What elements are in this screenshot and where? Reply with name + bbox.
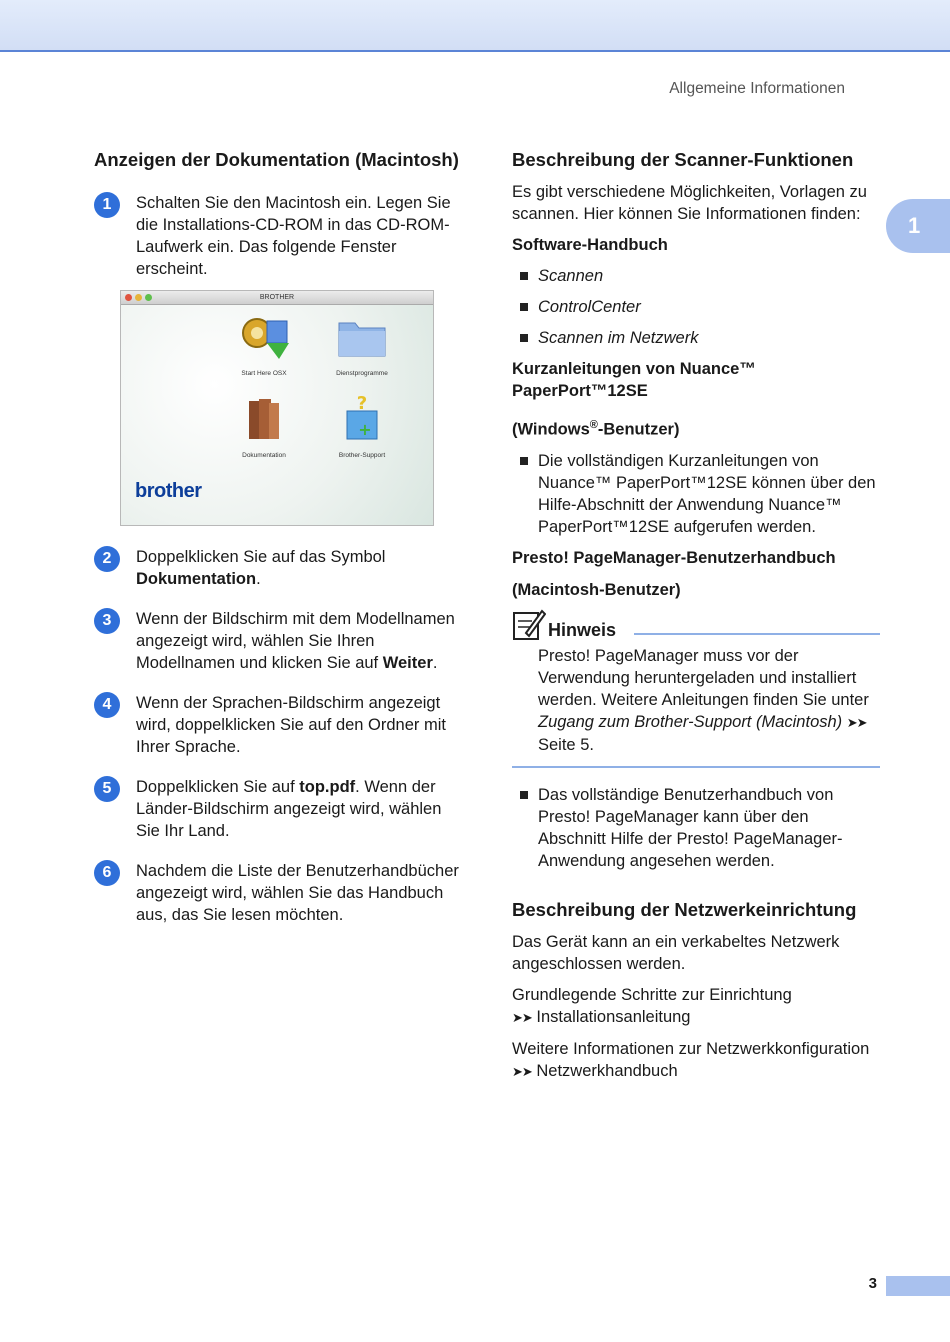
presto-heading: Presto! PageManager-Benutzerhandbuch	[512, 548, 836, 567]
step-text-end: .	[432, 654, 438, 672]
dienstprogramme-item	[317, 313, 407, 377]
note-body	[512, 641, 880, 756]
network-intro: Das Gerät kann an ein verkabeltes Netzwerk angeschlossen werden.	[512, 932, 840, 973]
double-arrow-icon: ➤➤	[512, 1063, 532, 1079]
network-more	[512, 1038, 880, 1083]
step-bold-term: Weiter	[382, 654, 433, 672]
step-bold-term: top.pdf	[299, 778, 356, 796]
step-number: 4	[94, 692, 120, 718]
list-item: Das vollständige Benutzerhandbuch von Presto! PageManager kann über den Abschnitt Hilfe der Presto! PageManager-Anwendung angesehen werden.	[512, 784, 880, 872]
step-text: Doppelklicken Sie auf	[136, 778, 300, 796]
double-arrow-icon: ➤➤	[512, 1009, 532, 1025]
brother-logo: brother	[135, 480, 202, 502]
network-more-text: Weitere Informationen zur Netzwerkkonfiguration	[512, 1039, 870, 1058]
icon-label: Dokumentation	[242, 452, 286, 459]
header-band	[0, 0, 950, 52]
icon-label: Start Here OSX	[241, 370, 287, 377]
section-heading-network: Beschreibung der Netzwerkeinrichtung	[512, 898, 857, 920]
page-number: 3	[868, 1275, 877, 1292]
step-1	[94, 192, 464, 280]
network-basic-text: Grundlegende Schritte zur Einrichtung	[512, 985, 792, 1004]
list-item: Die vollständigen Kurzanleitungen von Nuance™ PaperPort™12SE können über den Hilfe-Abschnitt der Anwendung Nuance™ PaperPort™12SE aufgerufen werden.	[512, 450, 880, 538]
section-heading-scanner: Beschreibung der Scanner-Funktionen	[512, 149, 854, 170]
note-bottom-divider	[512, 766, 880, 768]
network-guide-ref: Netzwerkhandbuch	[531, 1061, 678, 1080]
icon-label: Dienstprogramme	[336, 370, 388, 377]
note-title: Hinweis	[548, 619, 617, 640]
step-text: Schalten Sie den Macintosh ein. Legen Sie die Installations-CD-ROM in das CD-ROM-Laufwerk ein. Das folgende Fenster erscheint.	[136, 194, 451, 278]
macintosh-users-heading: (Macintosh-Benutzer)	[512, 580, 681, 599]
kurzanleitungen-heading: Kurzanleitungen von Nuance™ PaperPort™12SE	[512, 360, 756, 400]
installer-screenshot	[120, 290, 434, 526]
running-title: Allgemeine Informationen	[669, 80, 845, 97]
step-number: 2	[94, 546, 120, 572]
step-text-end: .	[256, 570, 261, 588]
start-here-osx-item	[219, 313, 309, 377]
step-4	[94, 692, 464, 758]
svg-text:?: ?	[356, 395, 368, 414]
book-icon	[237, 395, 291, 443]
step-2	[94, 546, 464, 590]
footer-band	[886, 1276, 950, 1296]
dokumentation-item	[219, 395, 309, 459]
step-text-end: . Wenn der Länder-Bildschirm angezeigt wird, wählen Sie Ihr Land.	[136, 778, 442, 840]
step-6	[94, 860, 464, 926]
brother-support-item	[317, 395, 407, 459]
note-page-ref: Seite 5.	[538, 735, 594, 754]
step-number: 6	[94, 860, 120, 886]
windows-heading-text: (Windows	[512, 420, 590, 439]
scanner-intro: Es gibt verschiedene Möglichkeiten, Vorlagen zu scannen. Hier können Sie Informationen finden:	[512, 183, 867, 223]
note-divider	[634, 633, 880, 635]
step-text: Wenn der Sprachen-Bildschirm angezeigt wird, doppelklicken Sie auf den Ordner mit Ihrer Sprache.	[136, 694, 446, 756]
icon-label: Brother-Support	[338, 452, 386, 459]
registered-mark: ®	[589, 419, 598, 431]
step-3	[94, 608, 464, 674]
note-header	[512, 607, 880, 641]
step-5	[94, 776, 464, 842]
step-bold-term: Dokumentation	[136, 570, 257, 588]
network-basic	[512, 984, 880, 1029]
step-text: Doppelklicken Sie auf das Symbol	[136, 548, 386, 566]
pencil-note-icon	[512, 607, 546, 641]
step-text: Wenn der Bildschirm mit dem Modellnamen angezeigt wird, wählen Sie Ihren Modellnamen und klicken Sie auf	[136, 610, 455, 672]
support-icon	[335, 395, 389, 443]
windows-users-heading	[512, 414, 880, 441]
folder-icon	[335, 313, 389, 361]
list-item: Scannen	[512, 265, 880, 287]
list-item: Scannen im Netzwerk	[512, 327, 880, 349]
note-box	[512, 607, 880, 768]
double-arrow-icon: ➤➤	[846, 714, 867, 730]
note-text: Presto! PageManager muss vor der Verwendung heruntergeladen und installiert werden. Weitere Anleitungen finden Sie unter	[538, 646, 869, 709]
gear-icon	[237, 313, 291, 361]
software-handbuch-heading: Software-Handbuch	[512, 236, 668, 254]
window-titlebar	[121, 291, 433, 305]
list-item: ControlCenter	[512, 296, 880, 318]
svg-text:+: +	[358, 420, 372, 439]
step-number: 1	[94, 192, 120, 218]
chapter-tab: 1	[886, 199, 950, 253]
left-column	[94, 146, 464, 926]
note-reference[interactable]: Zugang zum Brother-Support (Macintosh)	[538, 712, 843, 731]
step-number: 3	[94, 608, 120, 634]
installation-guide-ref: Installationsanleitung	[531, 1007, 691, 1026]
step-text: Nachdem die Liste der Benutzerhandbücher angezeigt wird, wählen Sie das Handbuch aus, das Sie lesen möchten.	[136, 862, 459, 924]
section-heading-documentation: Anzeigen der Dokumentation (Macintosh)	[94, 149, 459, 170]
window-title: BROTHER	[259, 294, 295, 301]
step-number: 5	[94, 776, 120, 802]
windows-heading-suffix: -Benutzer)	[597, 420, 680, 439]
right-column	[512, 146, 880, 1083]
